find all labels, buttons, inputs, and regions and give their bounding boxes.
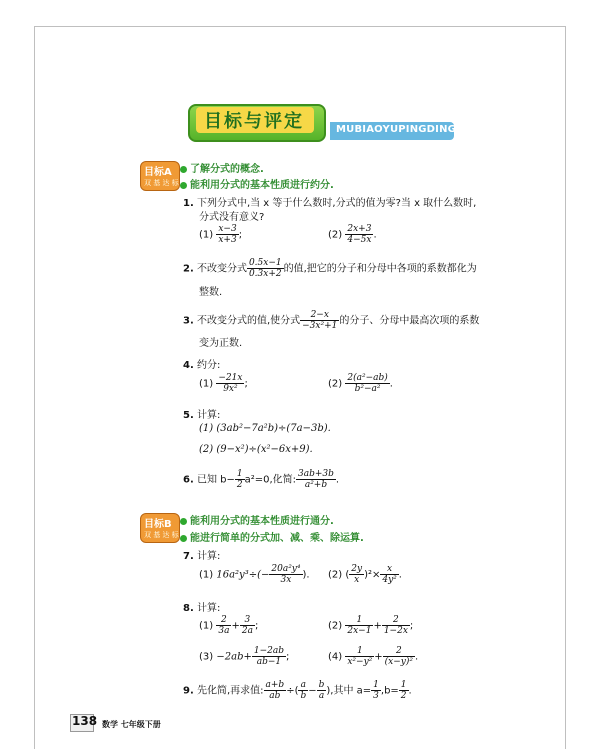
- problem-8-part-1: (1) $\frac{2}{3a}$ + $\frac{3}{2a}$ ;: [199, 615, 259, 636]
- fraction: $\frac{1}{2x-1}$: [347, 615, 372, 636]
- fraction: $\frac{2}{1-2x}$: [383, 615, 408, 636]
- problem-8: 8. 计算:: [183, 603, 221, 614]
- fraction: $\frac{1-2ab}{ab-1}$: [253, 646, 284, 667]
- problem-5-part-1: (1) (3ab²−7a²b)÷(7a−3b).: [199, 423, 331, 434]
- problem-1-line2: 分式没有意义?: [199, 212, 265, 223]
- goal-a-badge-label: 目标A: [144, 167, 172, 178]
- section-subtitle: MUBIAOYUPINGDING: [336, 124, 457, 135]
- bullet-icon: [180, 518, 187, 525]
- fraction: $\frac{1}{2}$: [236, 469, 243, 490]
- problem-4: 4. 约分:: [183, 360, 221, 371]
- goal-a-badge-sublabel: 双 基 达 标: [144, 179, 179, 187]
- bullet-icon: [180, 166, 187, 173]
- problem-7: 7. 计算:: [183, 551, 221, 562]
- fraction: $\frac{\text{20a²y⁴}}{3x}$: [271, 564, 301, 585]
- goal-a-item-2: 能利用分式的基本性质进行约分.: [180, 176, 334, 191]
- problem-9: 9. 先化简,再求值: $\frac{a+b}{ab}$ ÷( $\frac{a}{b}$ − $\frac{b}{a}$ ),其中 a= $\frac{1}{3}$ ,b= $\frac{1}{2}$ .: [183, 680, 412, 701]
- problem-7-part-2: (2) ( $\frac{2y}{x}$ )²× $\frac{x}{\text{4y²}}$ .: [328, 564, 402, 585]
- problem-4-part-1: (1) $\frac{-21x}{\text{9x²}}$ ;: [199, 373, 248, 394]
- fraction: $\frac{1}{2}$: [400, 680, 407, 701]
- fraction: $\frac{x}{\text{4y²}}$: [382, 564, 397, 585]
- problem-8-part-4: (4) $\frac{1}{\text{x²−y²}}$ + $\frac{2}{\text{(x−y)²}}$ .: [328, 646, 419, 667]
- problem-8-part-2: (2) $\frac{1}{2x-1}$ + $\frac{2}{1-2x}$ ;: [328, 615, 414, 636]
- bullet-icon: [180, 535, 187, 542]
- problem-7-part-1: (1) 16a²y³÷(− $\frac{\text{20a²y⁴}}{3x}$ ).: [199, 564, 310, 585]
- fraction: $\frac{0.5x-1}{0.3x+2}$: [248, 258, 282, 279]
- book-title: 数学 七年级下册: [102, 720, 161, 729]
- fraction: $\frac{b}{a}$: [318, 680, 325, 701]
- section-title: 目标与评定: [204, 111, 304, 132]
- fraction: $\frac{a}{b}$: [300, 680, 307, 701]
- goal-a-badge: [140, 161, 180, 191]
- goal-b-item-1: 能利用分式的基本性质进行通分.: [180, 512, 334, 527]
- problem-4-part-2: (2) $\frac{\text{2(a²−ab)}}{\text{b²−a²}}$ .: [328, 373, 393, 394]
- fraction: $\frac{1}{3}$: [373, 680, 379, 701]
- goal-a-item-1: 了解分式的概念.: [180, 160, 264, 175]
- problem-1-part-1: (1) $\frac{x-3}{x+3}$ ;: [199, 224, 243, 245]
- problem-1-part-2: (2) $\frac{2x+3}{4-5x}$ .: [328, 224, 377, 245]
- problem-8-part-3: (3) −2ab+ $\frac{1-2ab}{ab-1}$ ;: [199, 646, 290, 667]
- fraction: $\frac{2x+3}{4-5x}$: [347, 224, 372, 245]
- goal-b-badge: [140, 513, 180, 543]
- fraction: $\frac{x-3}{x+3}$: [218, 224, 237, 245]
- fraction: $\frac{2}{3a}$: [218, 615, 230, 636]
- fraction: $\frac{2}{\text{(x−y)²}}$: [384, 646, 414, 667]
- fraction: $\frac{a+b}{ab}$: [265, 680, 285, 701]
- fraction: $\frac{3}{2a}$: [241, 615, 253, 636]
- fraction: $\frac{3ab+3b}{\text{a²+b}}$: [298, 469, 334, 490]
- fraction: $\frac{2y}{x}$: [351, 564, 363, 585]
- goal-b-item-2: 能进行简单的分式加、减、乘、除运算.: [180, 529, 364, 544]
- problem-3-line2: 变为正数.: [199, 338, 243, 349]
- problem-1: 1. 下列分式中,当 x 等于什么数时,分式的值为零?当 x 取什么数时,: [183, 198, 477, 209]
- problem-2-line2: 整数.: [199, 287, 223, 298]
- bullet-icon: [180, 182, 187, 189]
- fraction: $\frac{1}{\text{x²−y²}}$: [347, 646, 373, 667]
- page-number: 138: [72, 714, 98, 728]
- fraction: $\frac{2-x}{\text{−3x²+1}}$: [302, 310, 338, 331]
- problem-5: 5. 计算:: [183, 410, 221, 421]
- fraction: $\frac{\text{2(a²−ab)}}{\text{b²−a²}}$: [347, 373, 388, 394]
- problem-3: 3. 不改变分式的值,使分式 $\frac{2-x}{\text{−3x²+1}}$ 的分子、分母中最高次项的系数: [183, 310, 480, 331]
- fraction: $\frac{-21x}{\text{9x²}}$: [218, 373, 243, 394]
- problem-5-part-2: (2) (9−x²)÷(x²−6x+9).: [199, 444, 313, 455]
- goal-b-badge-label: 目标B: [144, 519, 172, 530]
- goal-b-badge-sublabel: 双 基 达 标: [144, 531, 179, 539]
- problem-2: 2. 不改变分式 $\frac{0.5x-1}{0.3x+2}$ 的值,把它的分子和分母中各项的系数都化为: [183, 258, 477, 279]
- problem-6: 6. 已知 b− $\frac{1}{2}$ a²=0,化简: $\frac{3ab+3b}{\text{a²+b}}$ .: [183, 469, 340, 490]
